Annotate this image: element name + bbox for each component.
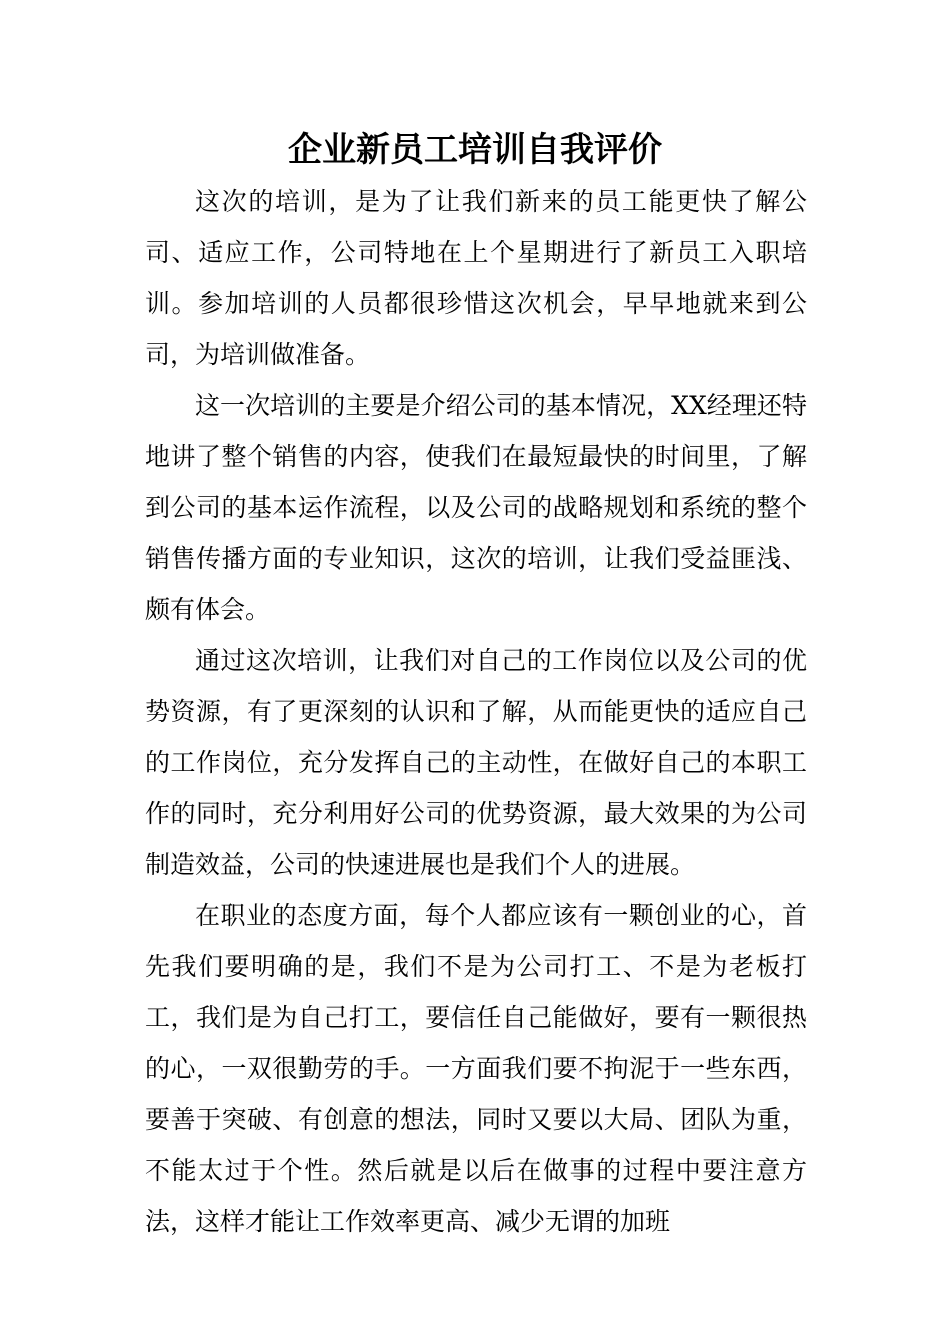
document-title: 企业新员工培训自我评价: [288, 130, 662, 170]
document-body: [145, 176, 807, 1247]
paragraph-2: 这一次培训的主要是介绍公司的基本情况，XX经理还特地讲了整个销售的内容，使我们在最短最快的时间里，了解到公司的基本运作流程，以及公司的战略规划和系统的整个销售传播方面的专业知识，这次的培训，让我们受益匪浅、颇有体会。: [145, 391, 807, 624]
paragraph-3: 通过这次培训，让我们对自己的工作岗位以及公司的优势资源，有了更深刻的认识和了解，从而能更快的适应自己的工作岗位，充分发挥自己的主动性，在做好自己的本职工作的同时，充分利用好公司的优势资源，最大效果的为公司制造效益，公司的快速进展也是我们个人的进展。: [145, 646, 807, 879]
paragraph-1: 这次的培训，是为了让我们新来的员工能更快了解公司、适应工作，公司特地在上个星期进行了新员工入职培训。参加培训的人员都很珍惜这次机会，早早地就来到公司，为培训做准备。: [145, 187, 807, 369]
paragraph-4: 在职业的态度方面，每个人都应该有一颗创业的心，首先我们要明确的是，我们不是为公司打工、不是为老板打工，我们是为自己打工，要信任自己能做好，要有一颗很热的心，一双很勤劳的手。一方面我们要不拘泥于一些东西，要善于突破、有创意的想法，同时又要以大局、团队为重，不能太过于个性。然后就是以后在做事的过程中要注意方法，这样才能让工作效率更高、减少无谓的加班: [145, 901, 807, 1236]
